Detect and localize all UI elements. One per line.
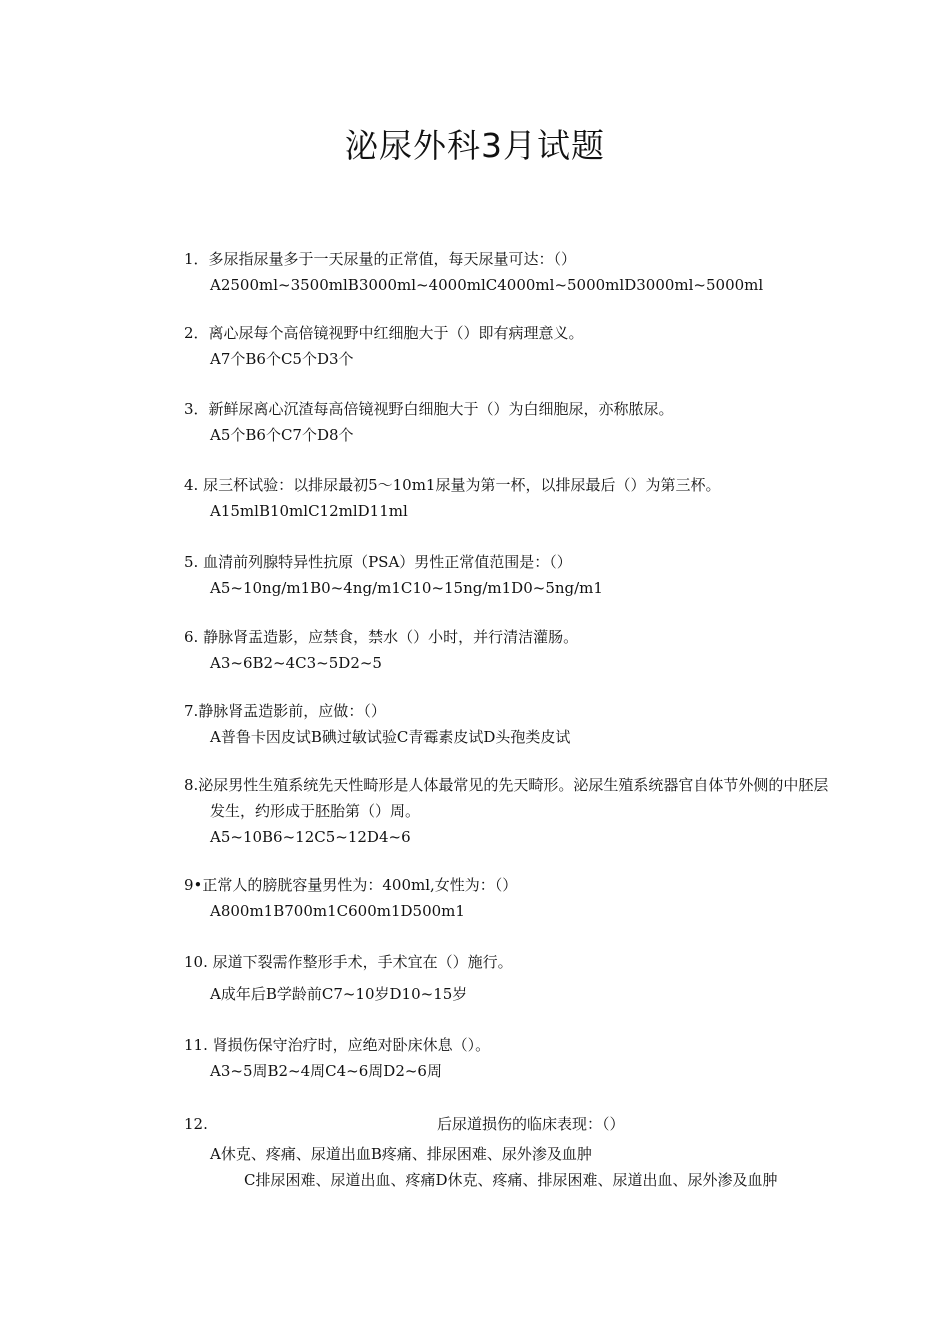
question-options: A5~10ng/m1B0~4ng/m1C10~15ng/m1D0~5ng/m1 bbox=[210, 579, 603, 597]
question-stem: 3．新鲜尿离心沉渣每高倍镜视野白细胞大于（）为白细胞尿，亦称脓尿。 bbox=[184, 400, 674, 418]
question-stem: 11. 肾损伤保守治疗时，应绝对卧床休息（）。 bbox=[184, 1036, 491, 1054]
question-stem: 9•正常人的膀胱容量男性为：400ml,女性为：（） bbox=[184, 876, 518, 894]
question-7 bbox=[184, 698, 884, 750]
question-9 bbox=[184, 872, 884, 924]
question-options: A5~10B6~12C5~12D4~6 bbox=[210, 828, 411, 846]
question-6 bbox=[184, 624, 884, 676]
question-options-continued: C排尿困难、尿道出血、疼痛D休克、疼痛、排尿困难、尿道出血、尿外渗及血肿 bbox=[244, 1171, 778, 1189]
question-stem: 后尿道损伤的临床表现：（） bbox=[437, 1115, 625, 1133]
question-number: 12. bbox=[184, 1115, 208, 1133]
question-8 bbox=[184, 772, 884, 850]
question-1 bbox=[184, 246, 884, 298]
question-options: A休克、疼痛、尿道出血B疼痛、排尿困难、尿外渗及血肿 bbox=[210, 1145, 592, 1163]
question-stem: 6. 静脉肾盂造影，应禁食，禁水（）小时，并行清洁灌肠。 bbox=[184, 628, 579, 646]
question-stem-continued: 发生，约形成于胚胎第（）周。 bbox=[210, 802, 421, 820]
question-2 bbox=[184, 320, 884, 372]
question-options: A3~5周B2~4周C4~6周D2~6周 bbox=[210, 1062, 442, 1080]
question-stem: 10. 尿道下裂需作整形手术，手术宜在（）施行。 bbox=[184, 953, 513, 971]
question-stem: 5. 血清前列腺特异性抗原（PSA）男性正常值范围是：（） bbox=[184, 553, 572, 571]
question-options: A800m1B700m1C600m1D500m1 bbox=[210, 902, 465, 920]
question-options: A3~6B2~4C3~5D2~5 bbox=[210, 654, 382, 672]
question-3 bbox=[184, 396, 884, 448]
page-title: 泌尿外科3月试题 bbox=[345, 126, 605, 165]
question-options: A成年后B学龄前C7~10岁D10~15岁 bbox=[210, 985, 468, 1003]
question-stem: 8.泌尿男性生殖系统先天性畸形是人体最常见的先天畸形。泌尿生殖系统器官自体节外侧的中胚层 bbox=[184, 776, 829, 794]
question-10 bbox=[184, 949, 884, 1007]
question-stem: 2．离心尿每个高倍镜视野中红细胞大于（）即有病理意义。 bbox=[184, 324, 584, 342]
question-stem: 1．多尿指尿量多于一天尿量的正常值，每天尿量可达：（） bbox=[184, 250, 577, 268]
question-4 bbox=[184, 472, 884, 524]
question-options: A2500ml~3500mlB3000ml~4000mlC4000ml~5000mlD3000ml~5000ml bbox=[210, 276, 764, 294]
question-options: A15mlB10mlC12mlD11ml bbox=[210, 502, 408, 520]
question-options: A普鲁卡因皮试B碘过敏试验C青霉素皮试D头孢类皮试 bbox=[210, 728, 571, 746]
question-stem: 7.静脉肾盂造影前，应做：（） bbox=[184, 702, 386, 720]
question-12 bbox=[184, 1111, 884, 1201]
question-11 bbox=[184, 1032, 884, 1084]
question-options: A5个B6个C7个D8个 bbox=[210, 426, 354, 444]
question-5 bbox=[184, 549, 884, 601]
question-options: A7个B6个C5个D3个 bbox=[210, 350, 354, 368]
question-stem: 4. 尿三杯试验：以排尿最初5〜10m1尿量为第一杯，以排尿最后（）为第三杯。 bbox=[184, 476, 721, 494]
